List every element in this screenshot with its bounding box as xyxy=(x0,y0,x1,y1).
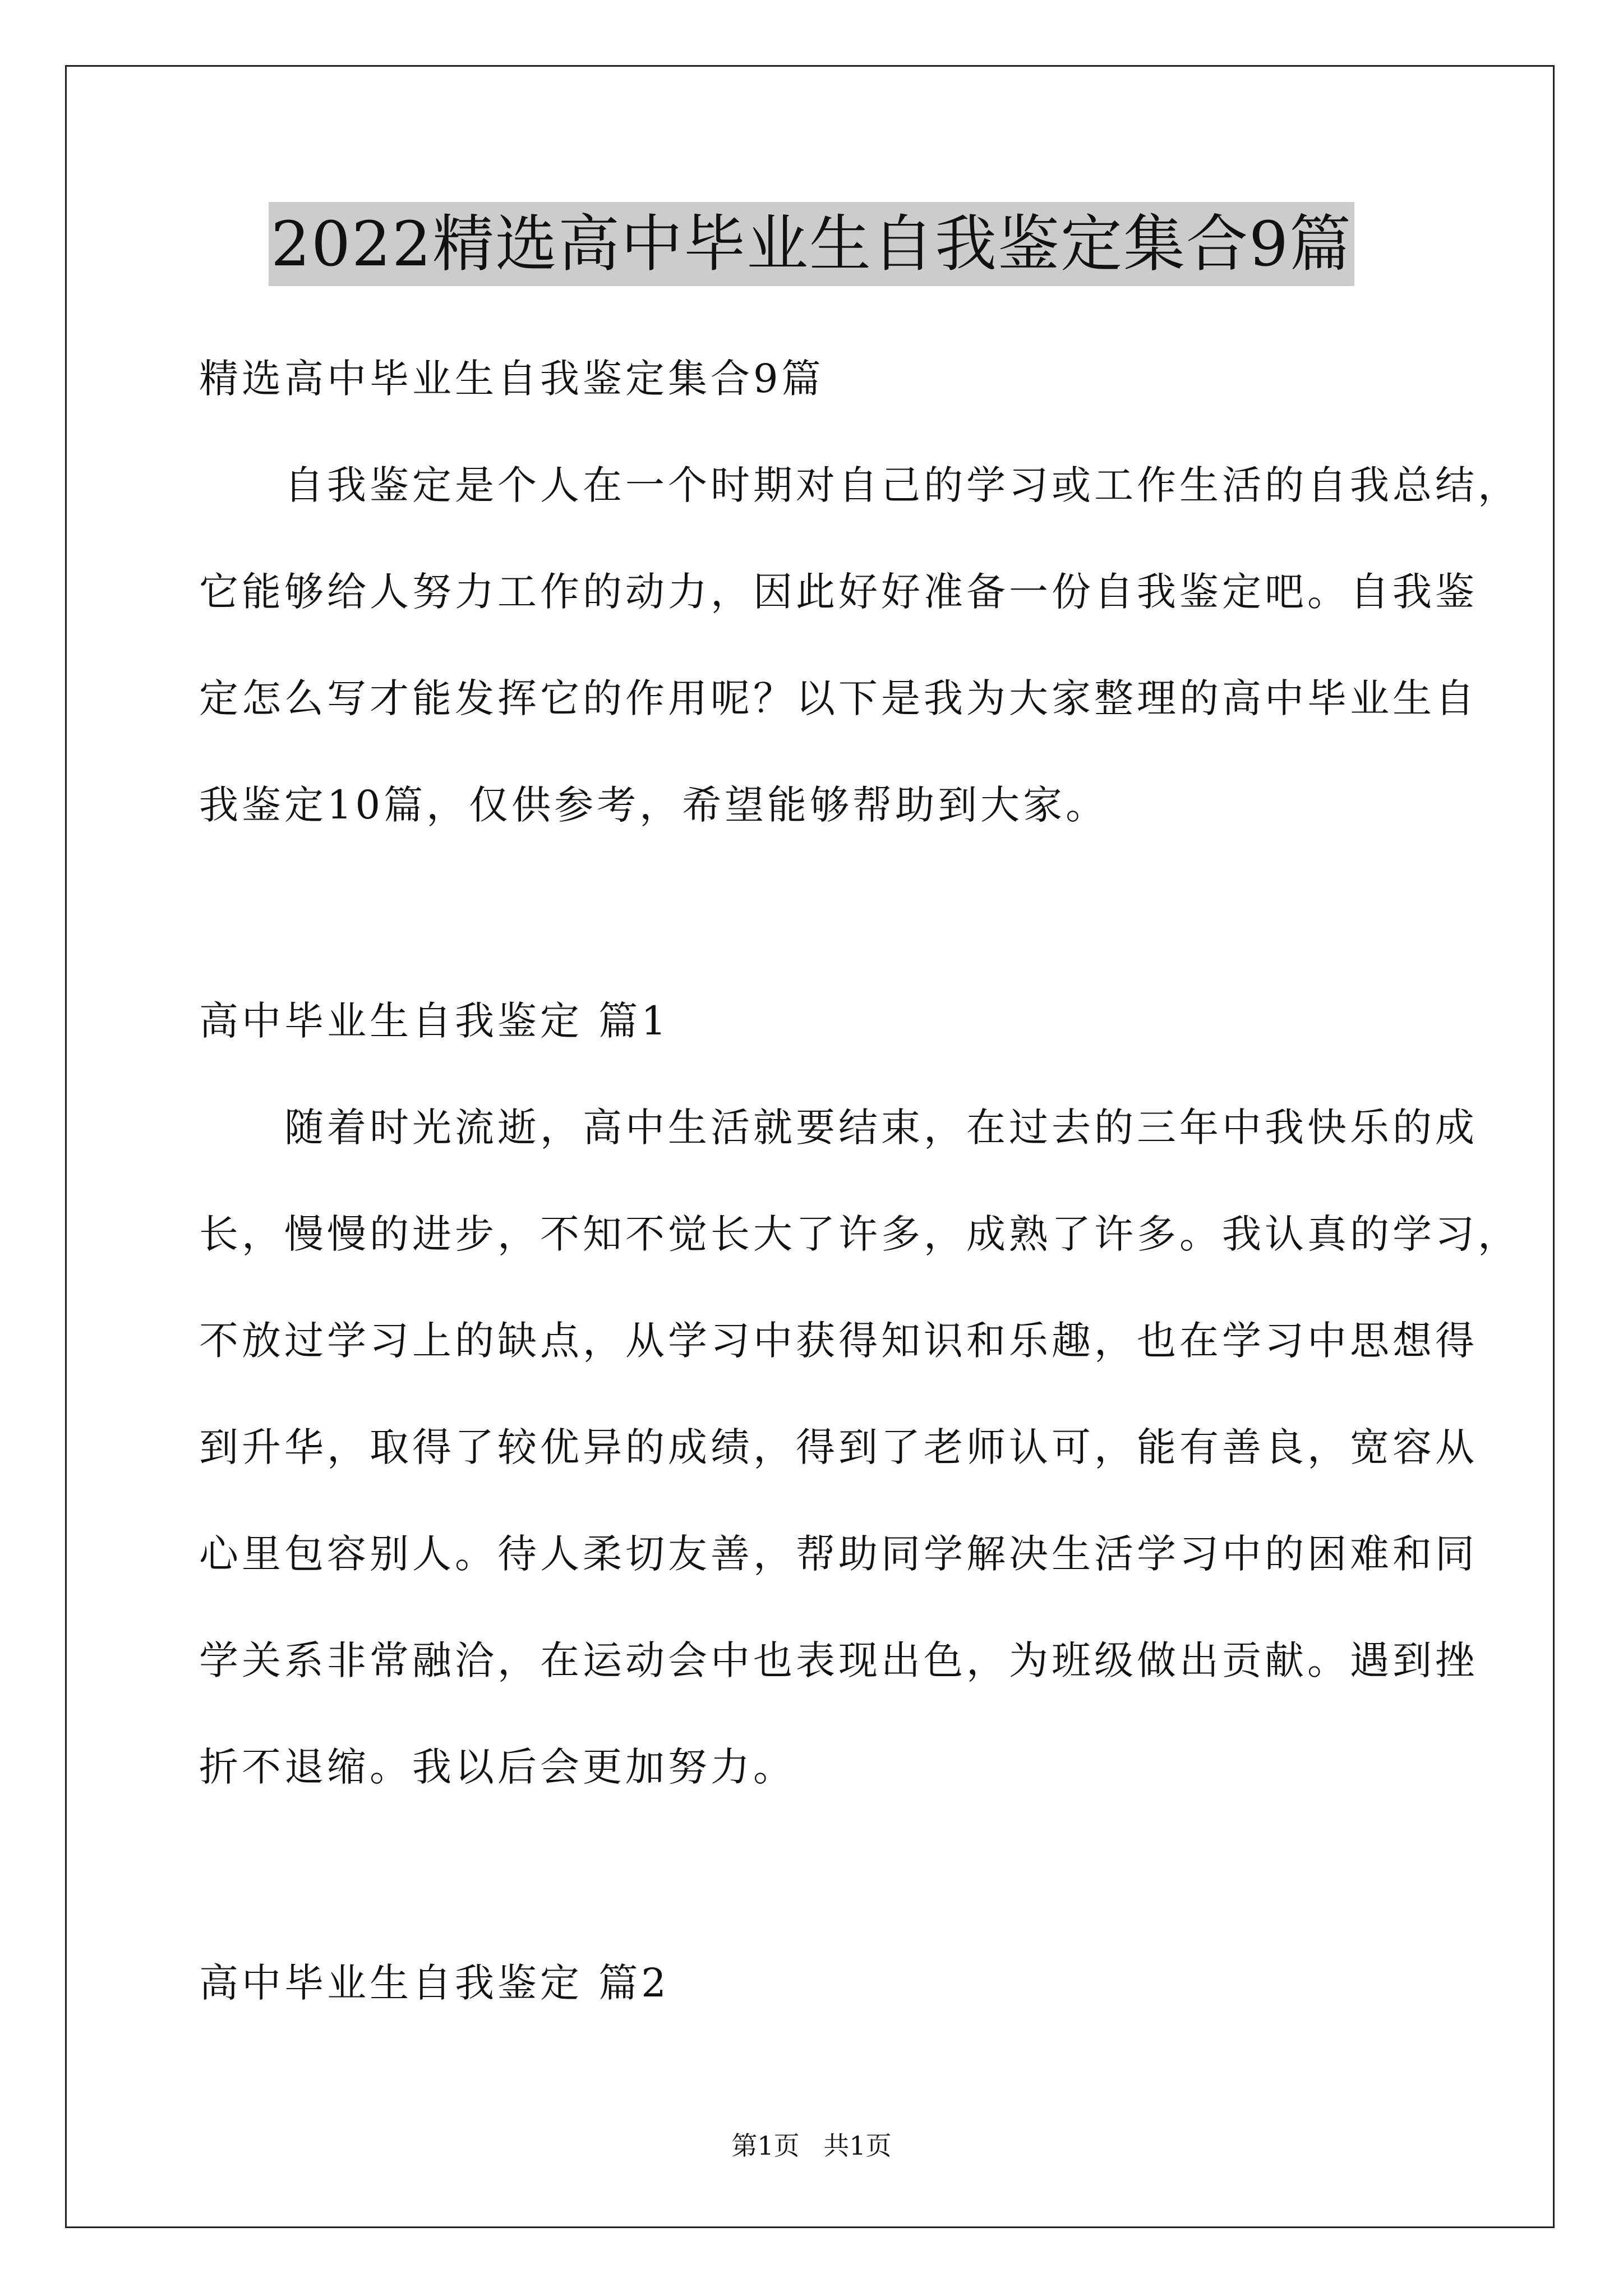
section-1-line-4: 到升华，取得了较优异的成绩，得到了老师认可，能有善良，宽容从 xyxy=(199,1424,1478,1470)
section-1-line-1: 随着时光流逝，高中生活就要结束，在过去的三年中我快乐的成 xyxy=(199,1105,1478,1151)
section-1-line-2: 长，慢慢的进步，不知不觉长大了许多，成熟了许多。我认真的学习， xyxy=(199,1211,1520,1257)
page-footer xyxy=(0,2129,1623,2162)
intro-line-2: 它能够给人努力工作的动力，因此好好准备一份自我鉴定吧。自我鉴 xyxy=(199,569,1478,615)
page-number-total: 共1页 xyxy=(823,2131,892,2161)
intro-line-3: 定怎么写才能发挥它的作用呢？以下是我为大家整理的高中毕业生自 xyxy=(199,675,1478,721)
section-1-heading: 高中毕业生自我鉴定 篇1 xyxy=(199,998,670,1044)
document-title: 2022精选高中毕业生自我鉴定集合9篇 xyxy=(269,202,1354,286)
section-1-line-5: 心里包容别人。待人柔切友善，帮助同学解决生活学习中的困难和同 xyxy=(199,1531,1478,1577)
document-subtitle: 精选高中毕业生自我鉴定集合9篇 xyxy=(199,356,824,402)
title-container xyxy=(0,202,1623,286)
intro-line-4: 我鉴定10篇，仅供参考，希望能够帮助到大家。 xyxy=(199,782,1109,828)
section-2-heading: 高中毕业生自我鉴定 篇2 xyxy=(199,1960,670,2006)
page-number-current: 第1页 xyxy=(731,2131,800,2161)
section-1-line-3: 不放过学习上的缺点，从学习中获得知识和乐趣，也在学习中思想得 xyxy=(199,1318,1478,1364)
section-1-line-6: 学关系非常融洽，在运动会中也表现出色，为班级做出贡献。遇到挫 xyxy=(199,1637,1478,1683)
intro-line-1: 自我鉴定是个人在一个时期对自己的学习或工作生活的自我总结， xyxy=(199,462,1520,508)
section-1-line-7: 折不退缩。我以后会更加努力。 xyxy=(199,1744,796,1790)
